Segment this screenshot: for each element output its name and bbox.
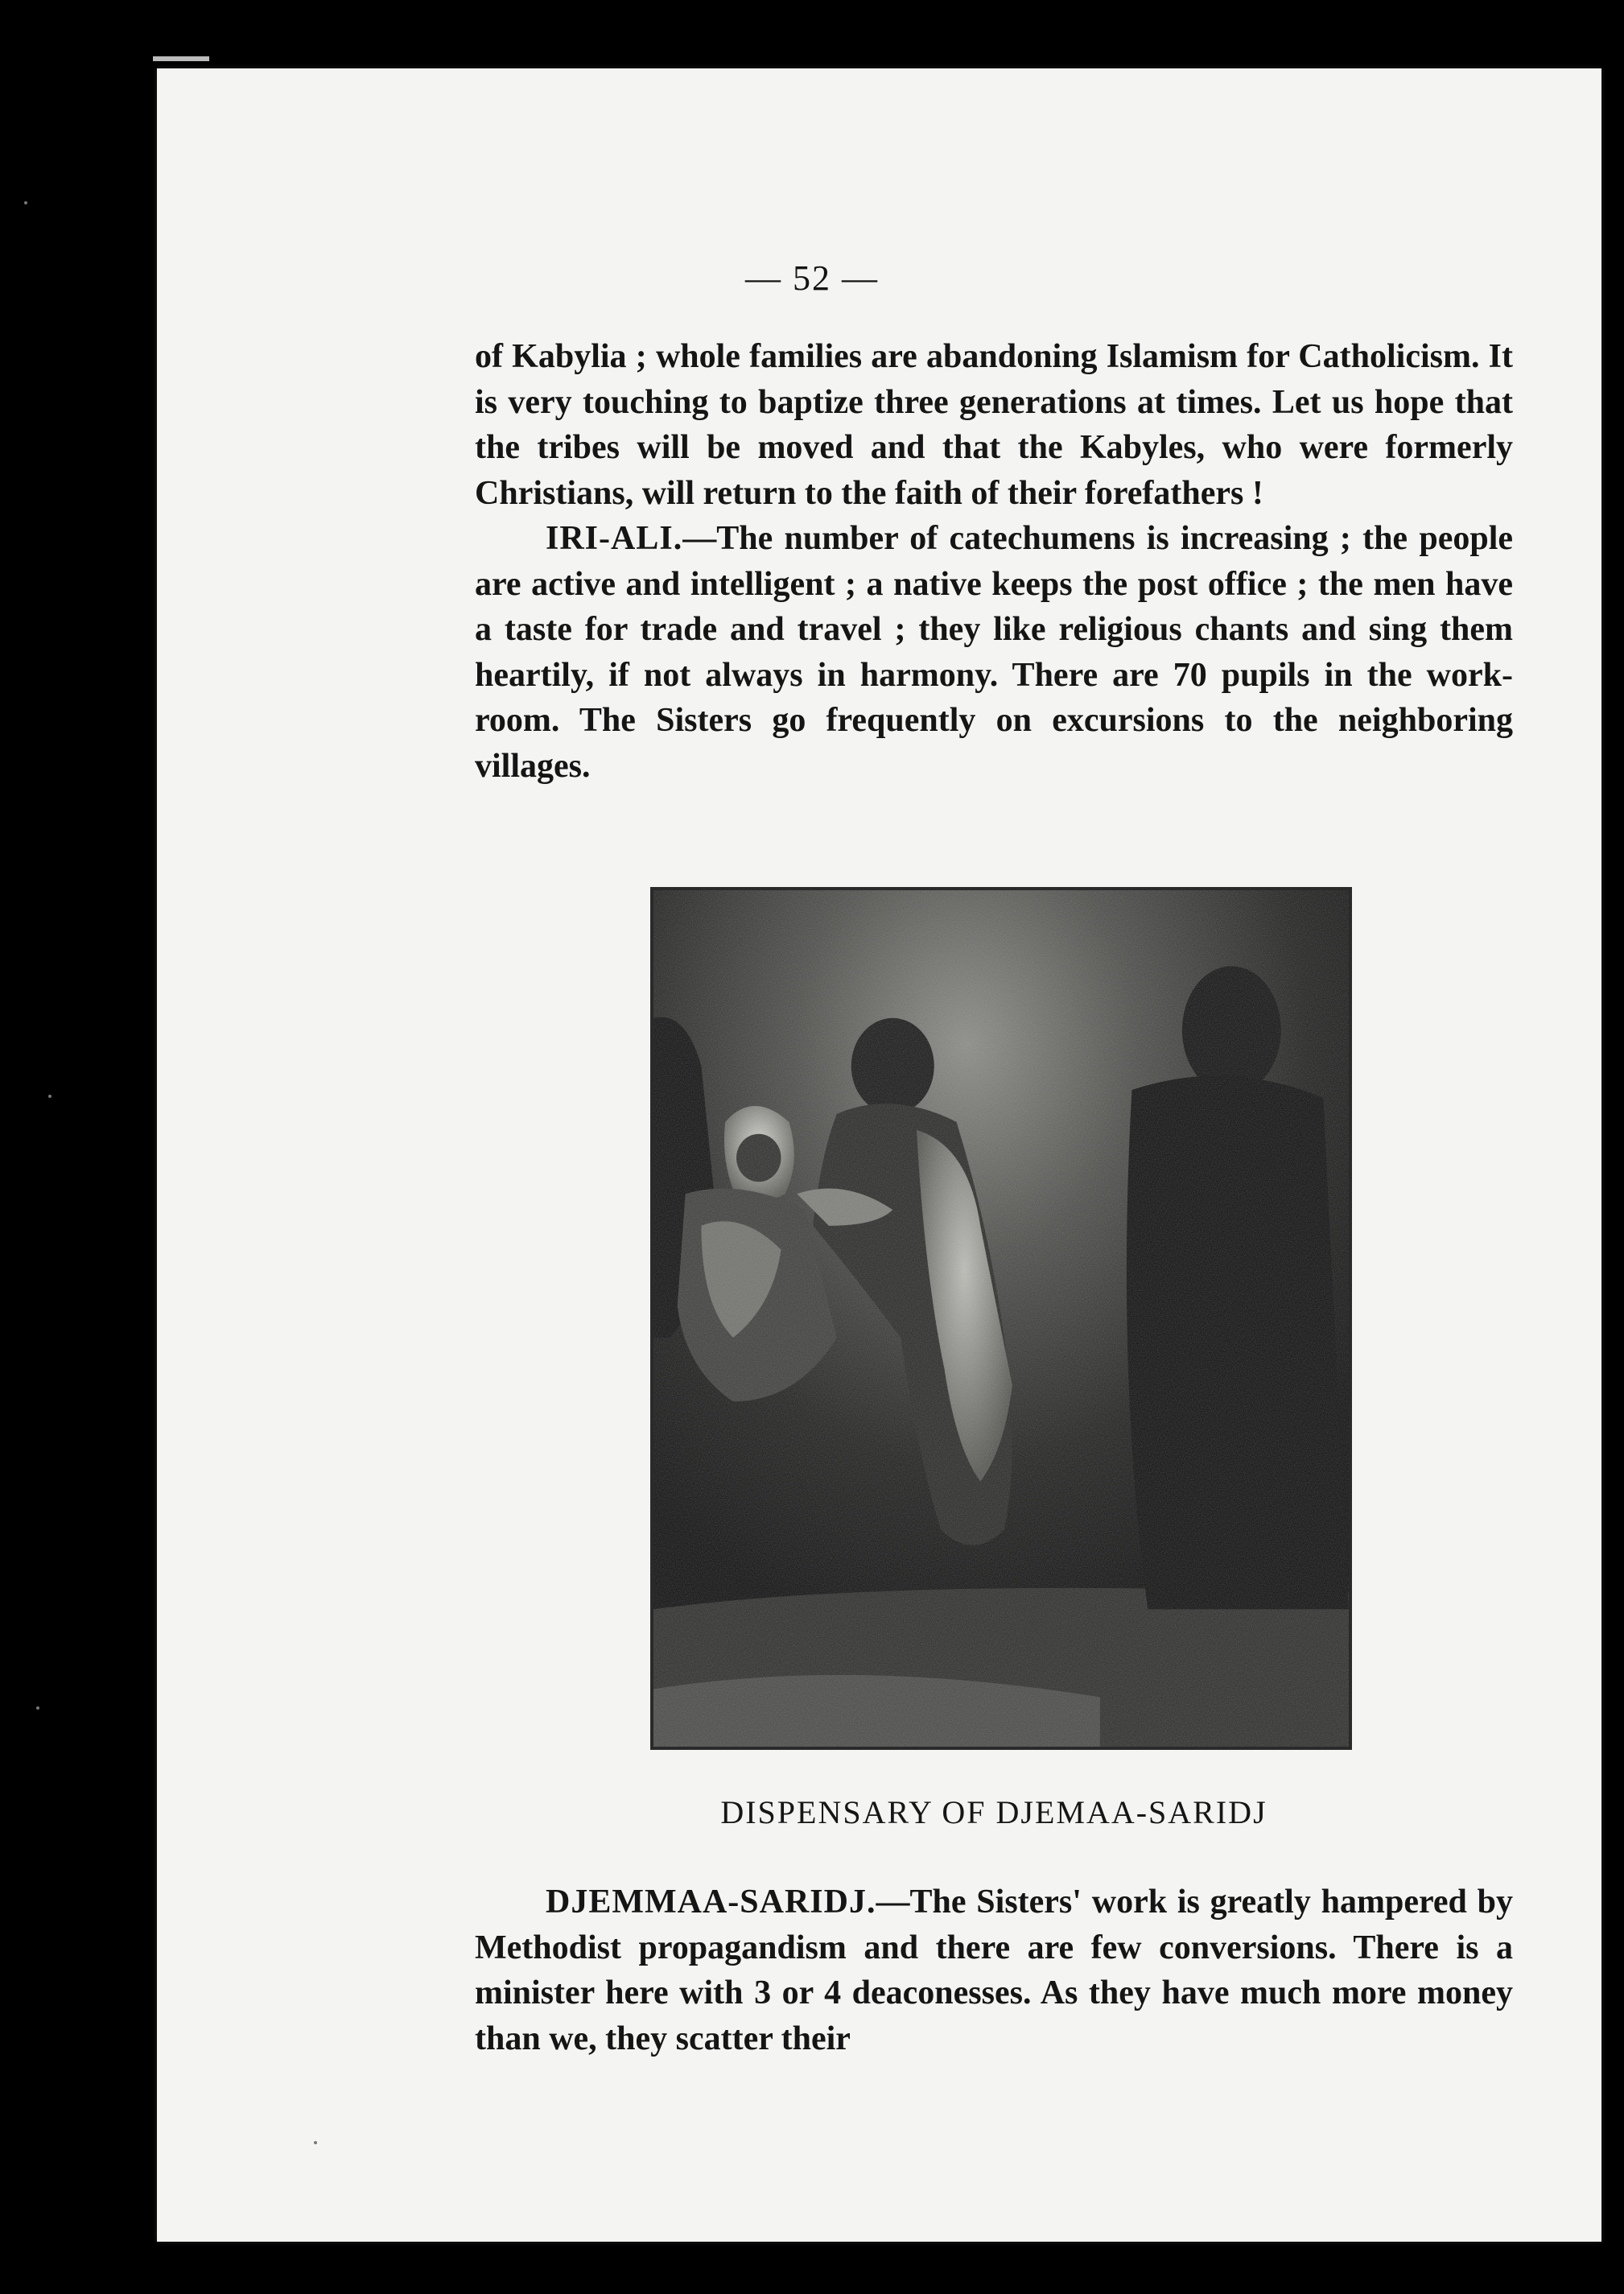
paragraph-djemmaa-saridj [475, 1879, 1513, 2061]
paragraph-text: —The number of catechumens is increasing ; the people are active and intelligent ; a native keeps the post office ; the men have a taste for trade and travel ; they like religious chants and sing them heartily, if not always in harmony. There are 70 pupils in the work-room. The Sisters go frequently on excursions to the neighboring villages. [475, 520, 1513, 785]
paragraph-text: of Kabylia ; whole families are abandoning Islamism for Catholicism. It is very touching to baptize three generations at times. Let us hope that the tribes will be moved and that the Kabyles, who were formerly Christians, will return to the faith of their forefathers ! [475, 338, 1513, 512]
text-block-bottom [475, 1879, 1513, 2061]
dispensary-photograph [650, 887, 1352, 1750]
scan-speck [314, 2141, 317, 2144]
photo-caption: DISPENSARY OF DJEMAA-SARIDJ [720, 1794, 1267, 1830]
paragraph-iri-ali [475, 516, 1513, 789]
photo-image-icon [653, 890, 1349, 1747]
page-number: — 52 — [745, 258, 879, 298]
text-block-top [475, 334, 1513, 789]
paragraph-kabylia [475, 334, 1513, 516]
paragraph-lead: IRI-ALI. [546, 520, 683, 557]
page-edge-mark [153, 56, 209, 85]
scan-speck [48, 1095, 52, 1098]
paragraph-text: —The Sisters' work is greatly hampered by Methodist propagandism and there are few conversions. There is a minister here with 3 or 4 deaconesses. As they have much more money than we, they scatter their [475, 1883, 1513, 2057]
paragraph-lead: DJEMMAA-SARIDJ. [546, 1883, 876, 1921]
scan-speck [36, 1706, 39, 1710]
scan-speck [24, 201, 27, 204]
